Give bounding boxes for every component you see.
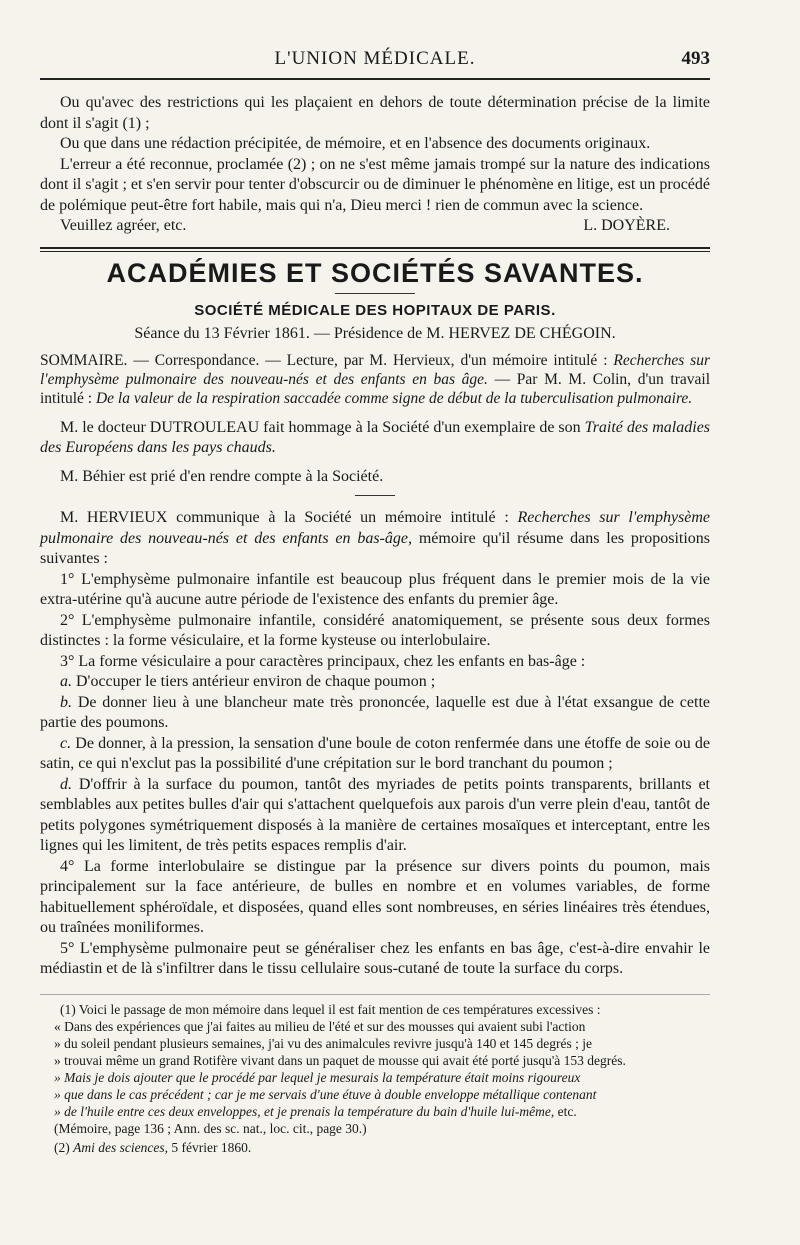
seance-line xyxy=(40,325,710,343)
seance-text: Séance du 13 Février 1861. — Présidence de M. xyxy=(134,324,445,342)
sub-letter: b. xyxy=(60,693,72,711)
quote-text: » de l'huile entre ces deux enveloppes, et je prenais la température du bain d'huile lui-même, xyxy=(54,1103,555,1119)
sommaire-text-2: — Par M. M. Colin, d'un travail intitulé : xyxy=(40,370,711,407)
footnote-quote-line: » du soleil pendant plusieurs semaines, j'ai vu des animalcules revivre jusqu'à 140 et 145 degrés ; je xyxy=(54,1035,592,1051)
sommaire-title-1: Recherches sur l'emphysème pulmonaire des nouveau-nés et des enfants en bas âge. xyxy=(40,351,710,388)
letter-signature: L. DOYÈRE. xyxy=(583,217,670,234)
footnote-quote-line: « Dans des expériences que j'ai faites au milieu de l'été et sur des mousses qui avaient subi l'action xyxy=(54,1018,586,1034)
paragraph-rule xyxy=(355,495,395,496)
page-body xyxy=(40,93,710,1156)
hervieux-name: HERVIEUX xyxy=(86,509,168,526)
hervieux-text-3: mémoire qu'il résume dans les propositions suivantes : xyxy=(40,529,711,567)
proposition-2: 2° L'emphysème pulmonaire infantile, considéré anatomiquement, se présente sous deux formes distinctes : la forme vésiculaire, et la forme kysteuse ou interlobulaire. xyxy=(40,611,710,649)
paragraph-dutrouleau xyxy=(40,418,710,459)
sommaire-title-2: De la valeur de la respiration saccadée comme signe de début de la tuberculisation pulmonaire. xyxy=(95,389,693,407)
dutrouleau-text-2: fait hommage à la Société d'un exemplaire de son xyxy=(263,418,581,436)
sub-item-b xyxy=(40,693,710,734)
president-name: HERVEZ DE CHÉGOIN. xyxy=(448,324,616,342)
page-number: 493 xyxy=(681,48,710,69)
footnote-quote-line: » que dans le cas précédent ; car je me servais d'une étuve à double enveloppe métallique contenant xyxy=(54,1086,597,1102)
hervieux-text-2: communique à la Société un mémoire intitulé : xyxy=(176,509,509,526)
footnote-quote-line xyxy=(40,1103,710,1120)
sommaire-text-1: — Correspondance. — Lecture, par M. Hervieux, d'un mémoire intitulé : xyxy=(133,351,608,369)
sub-text: D'occuper le tiers antérieur environ de chaque poumon ; xyxy=(76,673,436,690)
section-divider xyxy=(40,247,710,252)
sub-item-a xyxy=(40,672,710,693)
title-rule xyxy=(335,293,415,294)
paragraph-hervieux xyxy=(40,508,710,570)
footnote-2-source: Ami des sciences, xyxy=(73,1139,168,1155)
footnote-2-date: 5 février 1860. xyxy=(171,1139,252,1155)
paragraph-behier: M. Béhier est prié d'en rendre compte à la Société. xyxy=(60,467,384,485)
quote-tail: etc. xyxy=(557,1103,577,1119)
running-header xyxy=(40,48,710,80)
footnotes xyxy=(40,994,710,1156)
society-heading: SOCIÉTÉ MÉDICALE DES HOPITAUX DE PARIS. xyxy=(194,301,556,319)
proposition-3: 3° La forme vésiculaire a pour caractères principaux, chez les enfants en bas-âge : xyxy=(60,652,586,670)
dutrouleau-text-1: M. le docteur xyxy=(60,418,146,436)
footnote-quote-line: » Mais je dois ajouter que le procédé par lequel je mesurais la température était moins rigoureux xyxy=(54,1069,581,1085)
sub-text: De donner lieu à une blancheur mate très prononcée, laquelle est due à l'état exsangue de cette partie des poumons. xyxy=(40,693,711,731)
proposition-1: 1° L'emphysème pulmonaire infantile est beaucoup plus fréquent dans le premier mois de la vie extra-utérine qu'à aucune autre période de l'existence des enfants du premier âge. xyxy=(40,570,710,608)
footnote-2-number: (2) xyxy=(54,1139,70,1155)
sub-text: De donner, à la pression, la sensation d'une boule de coton renfermée dans une étoffe de soie ou de satin, ce qui n'exclut pas la possibilité d'une crépitation sur le bord tranchant du poumon ; xyxy=(40,734,711,772)
letter-paragraph-1: Ou qu'avec des restrictions qui les plaçaient en dehors de toute détermination précise de la limite dont il s'agit (1) ; xyxy=(40,94,710,132)
footnote-reference: (Mémoire, page 136 ; Ann. des sc. nat., loc. cit., page 30.) xyxy=(54,1120,367,1136)
section-title: ACADÉMIES ET SOCIÉTÉS SAVANTES. xyxy=(106,257,644,288)
letter-paragraph-2: Ou que dans une rédaction précipitée, de mémoire, et en l'absence des documents originaux. xyxy=(60,135,651,152)
hervieux-memoir-title: Recherches sur l'emphysème pulmonaire des nouveau-nés et des enfants en bas-âge, xyxy=(40,509,711,547)
dutrouleau-book-title: Traité des maladies des Européens dans les pays chauds. xyxy=(40,418,711,456)
sommaire xyxy=(40,351,710,408)
dutrouleau-name: DUTROULEAU xyxy=(149,418,260,436)
sub-letter: d. xyxy=(60,775,72,793)
sub-item-d xyxy=(40,775,710,857)
sub-text: D'offrir à la surface du poumon, tantôt des myriades de petits points transparents, brillants et semblables aux petites bulles d'air qui s'attachent quelquefois aux parois d'un verre plein d'eau, tantôt de petits polygones symétriquement disposés à la manière de certaines mosaïques et interceptant, entre les lignes qui les limitent, de très petits espaces remplis d'air. xyxy=(40,775,711,854)
proposition-4: 4° La forme interlobulaire se distingue par la présence sur divers points du poumon, mais principalement sur la face antérieure, de bulles en nombre et en volumes variables, de forme habituellement sphéroïdale, et disposées, quand elles sont nombreuses, en séries linéaires très étendues, ou traînées moniliformes. xyxy=(40,857,710,936)
sub-letter: a. xyxy=(60,673,72,690)
footnote-1-intro: (1) Voici le passage de mon mémoire dans lequel il est fait mention de ces températures excessives : xyxy=(60,1001,601,1017)
proposition-5: 5° L'emphysème pulmonaire peut se généraliser chez les enfants en bas âge, c'est-à-dire envahir le médiastin et de là s'infiltrer dans le tissu cellulaire sous-cutané de toute la surface du corps. xyxy=(40,939,710,977)
hervieux-text-1: M. xyxy=(60,509,79,526)
footnote-2 xyxy=(40,1139,710,1156)
letter-closing: Veuillez agréer, etc. xyxy=(60,217,187,234)
letter-closing-row xyxy=(40,216,710,237)
sommaire-label: SOMMAIRE. xyxy=(40,351,128,369)
sub-item-c xyxy=(40,734,710,775)
journal-title: L'UNION MÉDICALE. xyxy=(274,48,476,69)
sub-letter: c. xyxy=(60,734,72,752)
footnote-quote-line: » trouvai même un grand Rotifère vivant dans un paquet de mousse qui avait été porté jusqu'à 153 degrés. xyxy=(54,1052,626,1068)
letter-paragraph-3: L'erreur a été reconnue, proclamée (2) ; on ne s'est même jamais trompé sur la nature des indications dont il s'agit ; et s'en servir pour tenter d'obscurcir ou de diminuer le phénomène en litige, est un procédé de polémique peut-être fort habile, mais qui n'a, Dieu merci ! rien de commun avec la science. xyxy=(40,155,710,214)
